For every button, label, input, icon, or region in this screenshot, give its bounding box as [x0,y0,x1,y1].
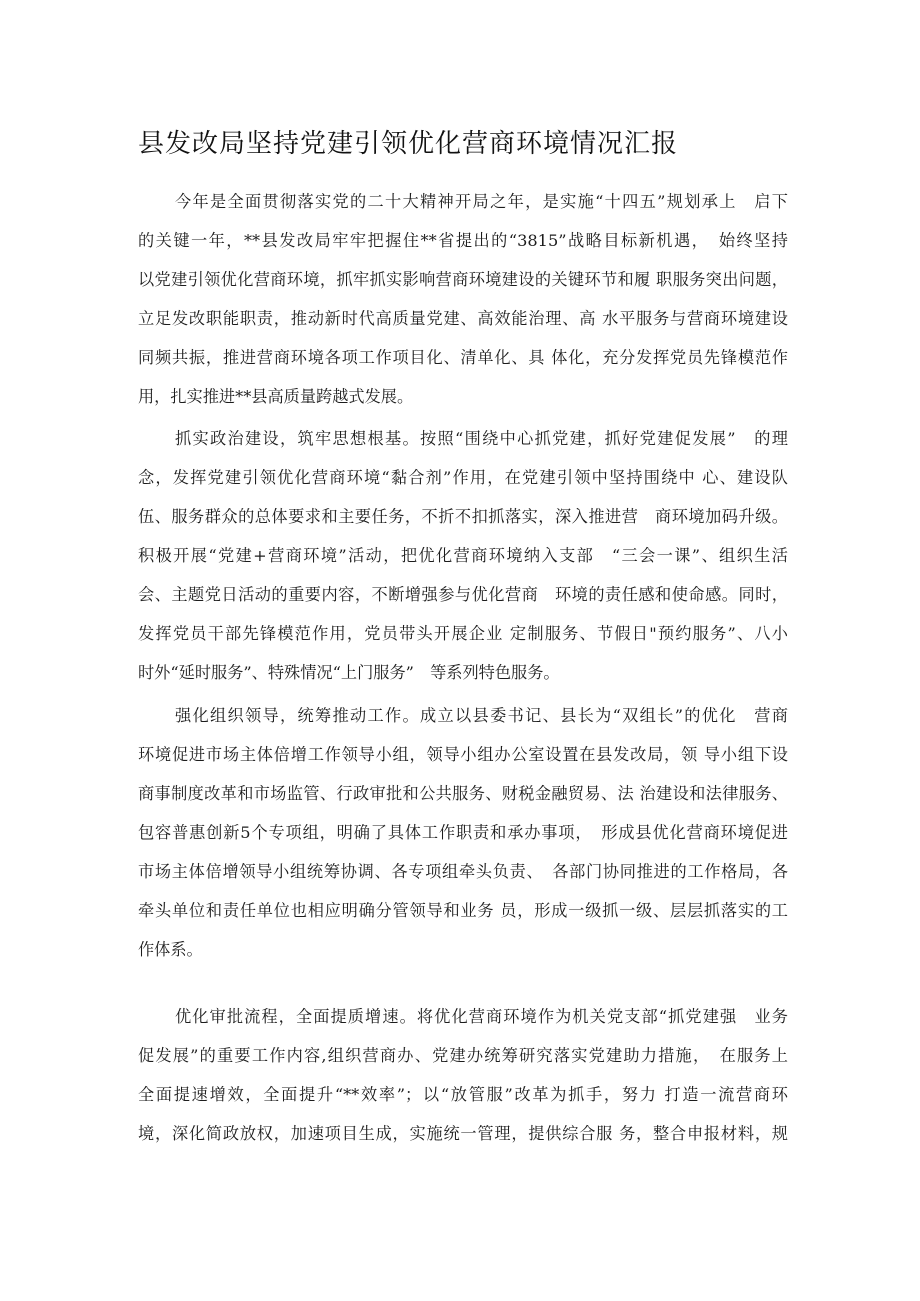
paragraph-line: 促发展”的重要工作内容,组织营商办、党建办统筹研究落实党建助力措施， 在服务上 [138,1046,788,1065]
paragraph-line: 作体系。 [138,940,203,959]
paragraph-line: 强化组织领导，统筹推动工作。成立以县委书记、县长为“双组长”的优化 营商 [175,706,788,725]
paragraph-line: 抓实政治建设，筑牢思想根基。按照“围绕中心抓党建，抓好党建促发展” 的理 [175,429,788,448]
paragraph-line: 会、主题党日活动的重要内容，不断增强参与优化营商 环境的责任感和使命感。同时， [138,585,788,604]
paragraph-line: 以党建引领优化营商环境，抓牢抓实影响营商环境建设的关键环节和履 职服务突出问题， [138,270,788,289]
paragraph-line: 优化审批流程，全面提质增速。将优化营商环境作为机关党支部“抓党建强 业务 [175,1007,788,1026]
paragraph-line: 发挥党员干部先锋模范作用，党员带头开展企业 定制服务、节假日"预约服务”、八小 [138,624,788,643]
document-title: 县发改局坚持党建引领优化营商环境情况汇报 [138,129,679,159]
paragraph-line: 全面提速增效，全面提升“**效率”；以“放管服”改革为抓手，努力 打造一流营商环 [138,1085,788,1104]
paragraph-line: 牵头单位和责任单位也相应明确分管领导和业务 员，形成一级抓一级、层层抓落实的工 [138,901,788,920]
paragraph-line: 包容普惠创新5个专项组，明确了具体工作职责和承办事项， 形成县优化营商环境促进 [138,823,788,842]
paragraph-line: 境，深化简政放权，加速项目生成，实施统一管理，提供综合服 务，整合申报材料，规 [138,1124,788,1143]
paragraph-line: 环境促进市场主体倍增工作领导小组，领导小组办公室设置在县发改局，领 导小组下设 [138,745,788,764]
paragraph-line: 商事制度改革和市场监管、行政审批和公共服务、财税金融贸易、法 治建设和法律服务、 [138,784,788,803]
paragraph-line: 用，扎实推进**县高质量跨越式发展。 [138,387,414,406]
paragraph-line: 的关键一年，**县发改局牢牢把握住**省提出的“3815”战略目标新机遇， 始终坚持 [138,231,788,250]
paragraph-line: 伍、服务群众的总体要求和主要任务，不折不扣抓落实，深入推进营 商环境加码升级。 [138,507,788,526]
paragraph-line: 市场主体倍增领导小组统筹协调、各专项组牵头负责、 各部门协同推进的工作格局，各 [138,862,788,881]
paragraph-line: 立足发改职能职责，推动新时代高质量党建、高效能治理、高 水平服务与营商环境建设 [138,309,788,328]
paragraph-line: 念，发挥党建引领优化营商环境“黏合剂”作用，在党建引领中坚持围绕中 心、建设队 [138,468,788,487]
paragraph-line: 今年是全面贯彻落实党的二十大精神开局之年，是实施“十四五”规划承上 启下 [175,192,788,211]
paragraph-line: 时外“延时服务”、特殊情况“上门服务” 等系列特色服务。 [138,663,560,682]
paragraph-line: 积极开展“党建+营商环境”活动，把优化营商环境纳入支部 “三会一课”、组织生活 [138,546,788,565]
paragraph-line: 同频共振，推进营商环境各项工作项目化、清单化、具 体化，充分发挥党员先锋模范作 [138,348,788,367]
